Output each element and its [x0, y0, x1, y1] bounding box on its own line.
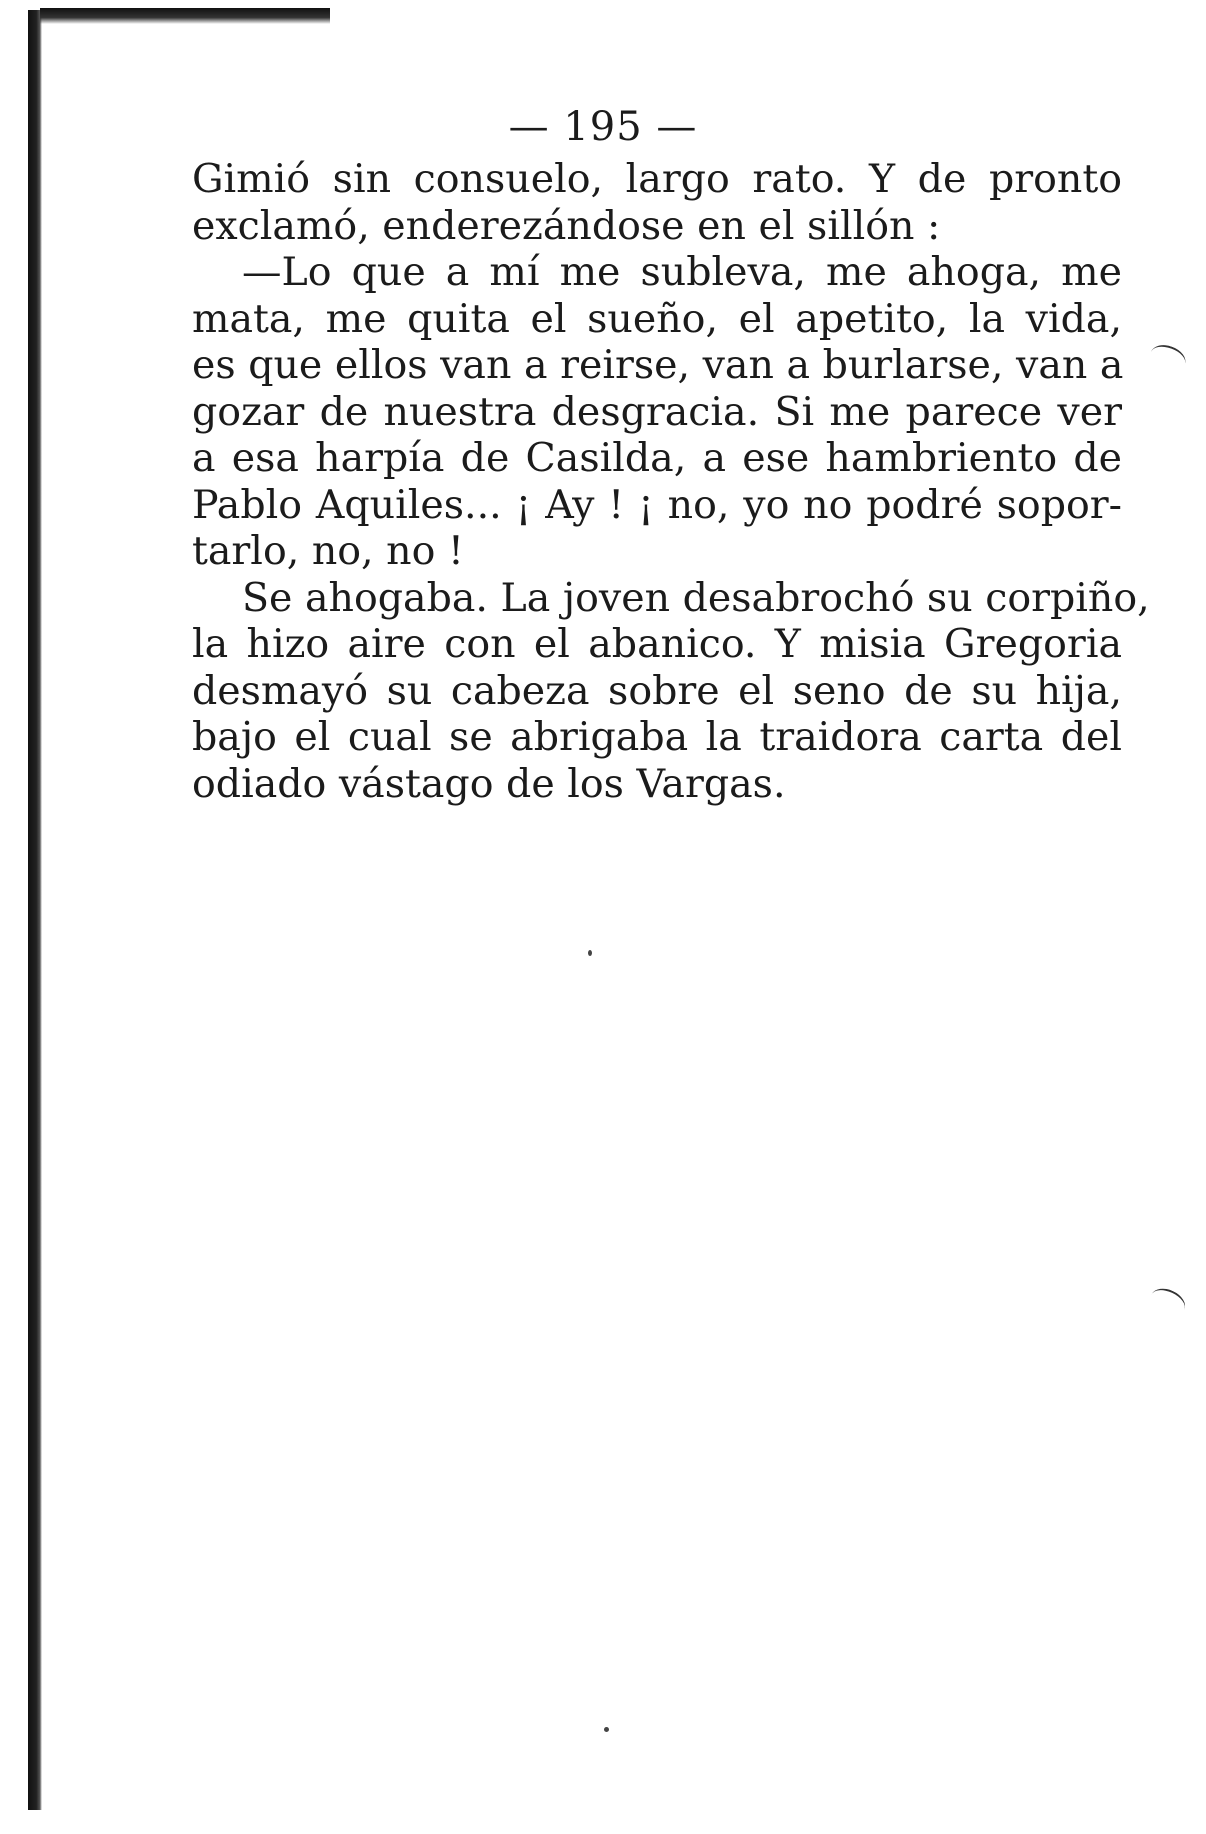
page-number: — 195 — [508, 104, 698, 150]
text-line: odiado vástago de los Vargas. [192, 760, 786, 807]
text-line: desmayó su cabeza sobre el seno de su hija, [192, 667, 1122, 714]
text-line: bajo el cual se abrigaba la traidora carta del [192, 714, 1122, 760]
scan-speck [588, 950, 592, 956]
body-text [192, 156, 1150, 807]
text-line: es que ellos van a reirse, van a burlarse, van a [192, 342, 1124, 388]
text-line: tarlo, no, no ! [192, 528, 464, 574]
text-line: Pablo Aquiles... ¡ Ay ! ¡ no, yo no podré sopor- [192, 481, 1122, 528]
text-line: Gimió sin consuelo, largo rato. Y de pronto [192, 156, 1122, 202]
text-line: gozar de nuestra desgracia. Si me parece ver [192, 388, 1122, 435]
text-line: a esa harpía de Casilda, a ese hambriento de [192, 435, 1122, 481]
binding-edge [28, 10, 42, 1810]
text-line: Se ahogaba. La joven desabrochó su corpiño, [242, 574, 1150, 621]
text-line: exclamó, enderezándose en el sillón : [192, 202, 941, 249]
text-line: mata, me quita el sueño, el apetito, la vida, [192, 295, 1122, 342]
margin-mark [1147, 341, 1189, 376]
page-top-edge [40, 8, 330, 24]
text-line: —Lo que a mí me subleva, me ahoga, me [242, 249, 1122, 295]
text-line: la hizo aire con el abanico. Y misia Gregoria [192, 621, 1122, 667]
margin-mark [1147, 1284, 1190, 1321]
scan-speck [604, 1727, 609, 1732]
